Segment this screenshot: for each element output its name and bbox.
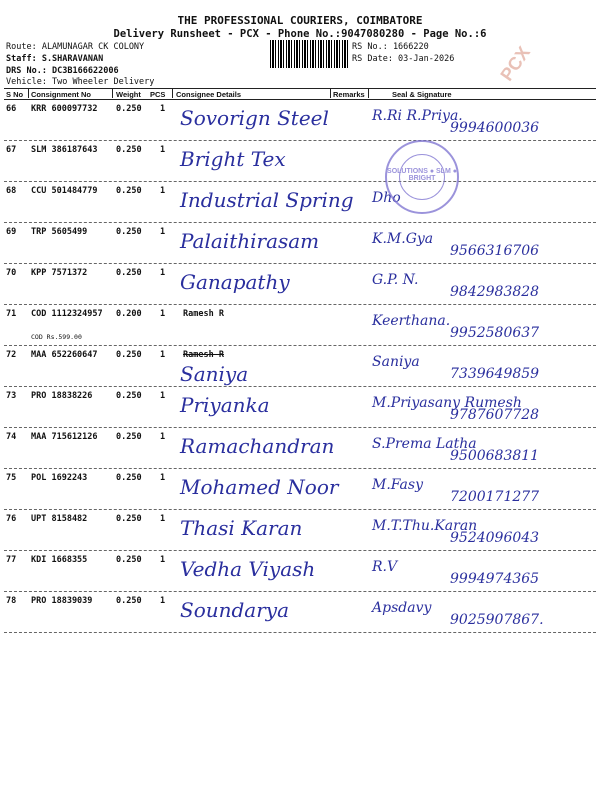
table-row [0, 305, 600, 346]
phone-number: 9994600036 [450, 120, 540, 136]
route-text: Route: ALAMUNAGAR CK COLONY [6, 42, 145, 52]
row-separator [4, 632, 596, 633]
weight-value: 0.250 [116, 268, 142, 278]
col-header-consignee: Consignee Details [176, 90, 242, 99]
signature: M.T.Thu.Karan [372, 518, 478, 534]
consignee-handwritten-name: Ramachandran [180, 434, 335, 458]
consignment-number: PRO 18839039 [31, 596, 93, 606]
table-row [0, 264, 600, 305]
table-row [0, 592, 600, 633]
consignment-number: MAA 652260647 [31, 350, 98, 360]
col-divider [112, 88, 113, 98]
pcs-value: 1 [160, 268, 166, 278]
col-header-seal: Seal & Signature [392, 90, 452, 99]
serial-number: 72 [6, 350, 17, 360]
pcs-value: 1 [160, 555, 166, 565]
weight-value: 0.250 [116, 186, 142, 196]
consignment-number: UPT 8158482 [31, 514, 88, 524]
pcs-value: 1 [160, 104, 166, 114]
company-seal [385, 140, 459, 214]
serial-number: 77 [6, 555, 17, 565]
consignment-number: KDI 1668355 [31, 555, 88, 565]
col-header-remarks: Remarks [333, 90, 365, 99]
table-row [0, 469, 600, 510]
phone-number: 9952580637 [450, 325, 540, 341]
table-row [0, 551, 600, 592]
consignment-number: CCU 501484779 [31, 186, 98, 196]
col-divider [368, 88, 369, 98]
pcs-value: 1 [160, 309, 166, 319]
vehicle-text: Vehicle: Two Wheeler Delivery [6, 77, 155, 87]
pcs-value: 1 [160, 227, 166, 237]
signature: R.V [372, 559, 398, 575]
table-row [0, 387, 600, 428]
signature: M.Fasy [372, 477, 423, 493]
consignee-handwritten-name: Soundarya [180, 598, 290, 622]
consignment-number: SLM 386187643 [31, 145, 98, 155]
seal-text: SOLUTIONS ● SLM ● BRIGHT [387, 168, 457, 182]
drs-number: DRS No.: DC3B166622006 [6, 66, 119, 76]
signature: R.Ri R.Priya. [372, 108, 463, 124]
serial-number: 76 [6, 514, 17, 524]
phone-number: 9524096043 [450, 530, 540, 546]
pcx-stamp: PCX [496, 42, 535, 85]
barcode [270, 40, 350, 68]
pcs-value: 1 [160, 350, 166, 360]
phone-number: 7339649859 [450, 366, 540, 382]
consignment-number: PRO 18838226 [31, 391, 93, 401]
consignment-number: KRR 600097732 [31, 104, 98, 114]
consignee-handwritten-name: Vedha Viyash [180, 557, 316, 581]
cod-amount: COD Rs.599.00 [31, 333, 82, 341]
weight-value: 0.250 [116, 514, 142, 524]
rs-date: RS Date: 03-Jan-2026 [352, 54, 455, 64]
signature: Saniya [372, 354, 420, 370]
signature: M.Priyasany Rumesh [372, 395, 522, 411]
signature: Dho [372, 190, 401, 206]
serial-number: 70 [6, 268, 17, 278]
table-row [0, 510, 600, 551]
serial-number: 66 [6, 104, 17, 114]
weight-value: 0.250 [116, 555, 142, 565]
weight-value: 0.250 [116, 596, 142, 606]
consignee-handwritten-name: Mohamed Noor [180, 475, 339, 499]
consignee-printed-name: Ramesh R [183, 309, 224, 319]
phone-number: 9566316706 [450, 243, 540, 259]
col-divider [172, 88, 173, 98]
serial-number: 69 [6, 227, 17, 237]
serial-number: 74 [6, 432, 17, 442]
signature: S.Prema Latha [372, 436, 477, 452]
header-top-rule [4, 88, 596, 89]
consignment-number: MAA 715612126 [31, 432, 98, 442]
serial-number: 68 [6, 186, 17, 196]
table-row [0, 428, 600, 469]
phone-number: 9842983828 [450, 284, 540, 300]
col-header-sno: S No [6, 90, 24, 99]
weight-value: 0.250 [116, 473, 142, 483]
col-header-pcs: PCS [150, 90, 166, 99]
weight-value: 0.250 [116, 145, 142, 155]
table-row [0, 346, 600, 387]
consignee-handwritten-name: Ganapathy [180, 270, 290, 294]
serial-number: 75 [6, 473, 17, 483]
table-row [0, 223, 600, 264]
rs-number: RS No.: 1666220 [352, 42, 429, 52]
consignment-number: KPP 7571372 [31, 268, 88, 278]
col-header-consignment: Consignment No [31, 90, 91, 99]
pcs-value: 1 [160, 186, 166, 196]
pcs-value: 1 [160, 391, 166, 401]
consignee-handwritten-name: Sovorign Steel [180, 106, 329, 130]
phone-number: 9994974365 [450, 571, 540, 587]
runsheet-subtitle: Delivery Runsheet - PCX - Phone No.:9047080280 - Page No.:6 [113, 28, 487, 40]
signature: G.P. N. [372, 272, 419, 288]
pcs-value: 1 [160, 596, 166, 606]
table-row [0, 182, 600, 223]
weight-value: 0.250 [116, 432, 142, 442]
signature: Keerthana. [372, 313, 451, 329]
pcs-value: 1 [160, 145, 166, 155]
phone-number: 9787607728 [450, 407, 540, 423]
col-divider [330, 88, 331, 98]
weight-value: 0.250 [116, 391, 142, 401]
weight-value: 0.250 [116, 227, 142, 237]
serial-number: 67 [6, 145, 17, 155]
consignee-printed-name: Ramesh R [183, 350, 224, 360]
consignee-handwritten-name: Palaithirasam [180, 229, 320, 253]
consignee-handwritten-name: Saniya [180, 362, 249, 386]
col-header-weight: Weight [116, 90, 141, 99]
consignment-number: TRP 5605499 [31, 227, 88, 237]
pcs-value: 1 [160, 514, 166, 524]
phone-number: 7200171277 [450, 489, 540, 505]
consignment-number: COD 1112324957 [31, 309, 103, 319]
pcs-value: 1 [160, 473, 166, 483]
weight-value: 0.200 [116, 309, 142, 319]
consignee-handwritten-name: Bright Tex [180, 147, 286, 171]
weight-value: 0.250 [116, 104, 142, 114]
consignee-handwritten-name: Thasi Karan [180, 516, 303, 540]
serial-number: 71 [6, 309, 17, 319]
weight-value: 0.250 [116, 350, 142, 360]
serial-number: 73 [6, 391, 17, 401]
signature: K.M.Gya [372, 231, 434, 247]
phone-number: 9025907867. [450, 612, 544, 628]
table-row [0, 100, 600, 141]
serial-number: 78 [6, 596, 17, 606]
consignee-handwritten-name: Priyanka [180, 393, 270, 417]
pcs-value: 1 [160, 432, 166, 442]
consignee-handwritten-name: Industrial Spring [180, 188, 354, 212]
staff-text: Staff: S.SHARAVANAN [6, 54, 104, 64]
col-divider [28, 88, 29, 98]
phone-number: 9500683811 [450, 448, 540, 464]
consignment-number: POL 1692243 [31, 473, 88, 483]
signature: Apsdavy [372, 600, 432, 616]
company-title: THE PROFESSIONAL COURIERS, COIMBATORE [177, 14, 423, 27]
table-row [0, 141, 600, 182]
